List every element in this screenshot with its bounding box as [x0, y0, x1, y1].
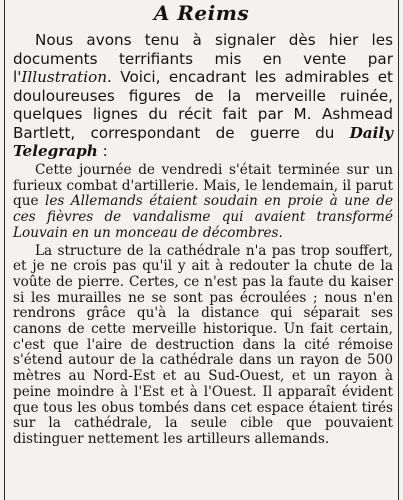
intro-publication-illustration: Illustration. — [21, 68, 112, 86]
intro-text-2: Voici, encadrant les admirables et douloureuses figures de la merveille ruinée, quelques lignes du récit fait par M. Ashmead Bartlett, correspondant de guerre du — [13, 68, 393, 142]
intro-text-1: Nous avons tenu à signaler dès hier les documents terrifiants mis en vente par l' — [13, 31, 393, 86]
paragraph-1 — [13, 163, 393, 242]
column-rule-left — [4, 0, 5, 500]
article-headline: A Reims — [153, 1, 250, 25]
intro-publication-daily-telegraph: Daily Telegraph — [13, 123, 393, 160]
paragraph-2: La structure de la cathédrale n'a pas trop souffert, et je ne crois pas qu'il y ait à redouter la chute de la voûte de pierre. Certes, ce n'est pas la faute du kaiser si les murailles ne se sont pas écroulées ; nous n'en rendrons grâce qu'à la distance qui séparait ses canons de cette merveille historique. Un fait certain, c'est que l'aire de destruction dans la cité rémoise s'étend autour de la cathédrale dans un rayon de 500 mètres au Nord-Est et au Sud-Ouest, et un rayon à peine moindre à l'Est et à l'Ouest. Il apparaît évident que tous les obus tombés dans cet espace étaient tirés sur la cathédrale, la seule cible que pouvaient distinguer nettement les artilleurs allemands. — [13, 242, 393, 447]
article-intro — [13, 31, 393, 161]
column-rule-right — [398, 0, 399, 500]
paragraph-1-text: Cette journée de vendredi s'était terminée sur un furieux combat d'artillerie. Mais, le lendemain, il parut que — [13, 162, 393, 210]
intro-text-3: : — [97, 142, 108, 160]
paragraph-1-italic: les Allemands étaient soudain en proie à une de ces fièvres de vandalisme qui avaient transformé Louvain en un monceau de décombres. — [13, 193, 394, 241]
article-quotation — [13, 163, 393, 448]
